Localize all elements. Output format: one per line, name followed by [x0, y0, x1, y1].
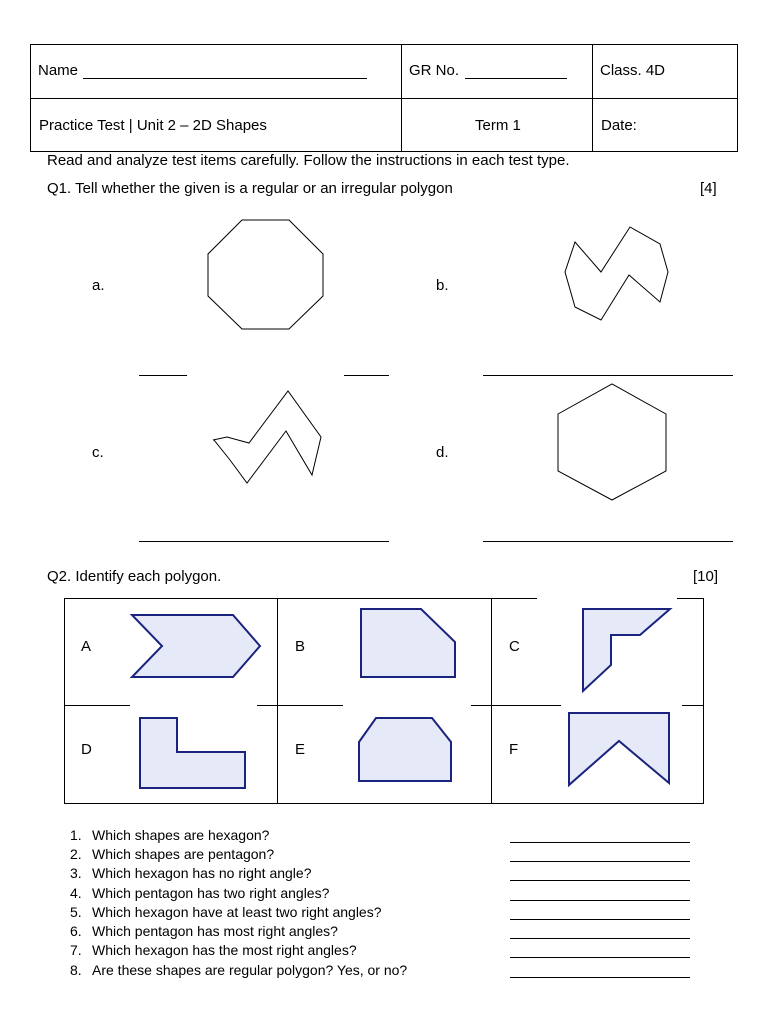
question-text: Which hexagon has no right angle?	[92, 865, 312, 881]
question-number: 7.	[70, 942, 82, 958]
question-number: 4.	[70, 885, 82, 901]
answer-line-6[interactable]	[510, 938, 690, 939]
q2-question-3	[70, 865, 311, 881]
q1-c-answer-line[interactable]	[139, 541, 389, 542]
q1-a-answer-line-left[interactable]	[139, 375, 187, 376]
q1-item-c-label: c.	[92, 444, 104, 461]
q2-title: Q2. Identify each polygon.	[47, 568, 222, 585]
answer-line-7[interactable]	[510, 957, 690, 958]
question-number: 5.	[70, 904, 82, 920]
question-text: Which shapes are pentagon?	[92, 846, 275, 862]
column-divider	[592, 99, 593, 152]
regular-hexagon-icon	[558, 384, 666, 500]
irregular-zigzag-polygon-icon	[565, 227, 668, 320]
column-divider	[401, 99, 402, 152]
shape-label-e: E	[295, 741, 306, 758]
q2-marks: [10]	[693, 568, 719, 585]
q1-d-answer-line[interactable]	[483, 541, 733, 542]
question-number: 8.	[70, 962, 82, 978]
grid-row-divider	[471, 705, 561, 706]
column-divider	[401, 45, 402, 98]
q2-question-8	[70, 962, 407, 978]
grid-row-divider	[682, 705, 703, 706]
q2-question-1	[70, 827, 269, 843]
q1-a-answer-line-right[interactable]	[344, 375, 389, 376]
q2-question-4	[70, 885, 329, 901]
shape-label-f: F	[509, 741, 519, 758]
test-title: Practice Test | Unit 2 – 2D Shapes	[39, 117, 267, 134]
grid-column-divider	[277, 599, 278, 803]
q1-item-a-label: a.	[92, 277, 105, 294]
answer-line-1[interactable]	[510, 842, 690, 843]
column-divider	[592, 45, 593, 98]
answer-line-8[interactable]	[510, 977, 690, 978]
answer-line-2[interactable]	[510, 861, 690, 862]
answer-line-5[interactable]	[510, 919, 690, 920]
shapes-grid	[64, 598, 704, 804]
gr-number-input-line[interactable]	[465, 78, 567, 79]
term-label: Term 1	[475, 117, 521, 134]
q1-title: Q1. Tell whether the given is a regular or an irregular polygon	[47, 180, 453, 197]
question-number: 3.	[70, 865, 82, 881]
gr-number-label: GR No.	[409, 62, 460, 79]
question-text: Are these shapes are regular polygon? Yes, or no?	[92, 962, 408, 978]
q2-question-6	[70, 923, 338, 939]
header-row-1	[31, 45, 737, 99]
header-table	[30, 44, 738, 152]
grid-row-divider	[65, 705, 130, 706]
irregular-zigzag-polygon-icon	[213, 391, 321, 483]
q2-question-2	[70, 846, 274, 862]
question-number: 2.	[70, 846, 82, 862]
q1-item-d-label: d.	[436, 444, 449, 461]
question-text: Which pentagon has most right angles?	[92, 923, 338, 939]
question-text: Which pentagon has two right angles?	[92, 885, 330, 901]
q1-marks: [4]	[700, 180, 717, 197]
shape-label-a: A	[81, 638, 92, 655]
question-text: Which hexagon have at least two right angles?	[92, 904, 382, 920]
date-label: Date:	[601, 117, 637, 134]
question-text: Which shapes are hexagon?	[92, 827, 270, 843]
shape-label-b: B	[295, 638, 306, 655]
shape-label-d: D	[81, 741, 92, 758]
answer-line-4[interactable]	[510, 900, 690, 901]
instructions: Read and analyze test items carefully. Follow the instructions in each test type.	[47, 152, 570, 169]
class-label: Class. 4D	[600, 62, 666, 79]
q1-item-b-label: b.	[436, 277, 449, 294]
answer-line-3[interactable]	[510, 880, 690, 881]
header-row-2	[31, 99, 737, 152]
name-input-line[interactable]	[83, 78, 367, 79]
name-label: Name	[38, 62, 79, 79]
regular-octagon-icon	[208, 220, 323, 329]
q2-question-7	[70, 942, 357, 958]
q2-question-5	[70, 904, 382, 920]
question-number: 1.	[70, 827, 82, 843]
shape-label-c: C	[509, 638, 520, 655]
grid-border-gap	[537, 596, 677, 600]
q1-b-answer-line[interactable]	[483, 375, 733, 376]
grid-column-divider	[491, 599, 492, 803]
question-number: 6.	[70, 923, 82, 939]
question-text: Which hexagon has the most right angles?	[92, 942, 357, 958]
grid-row-divider	[257, 705, 343, 706]
